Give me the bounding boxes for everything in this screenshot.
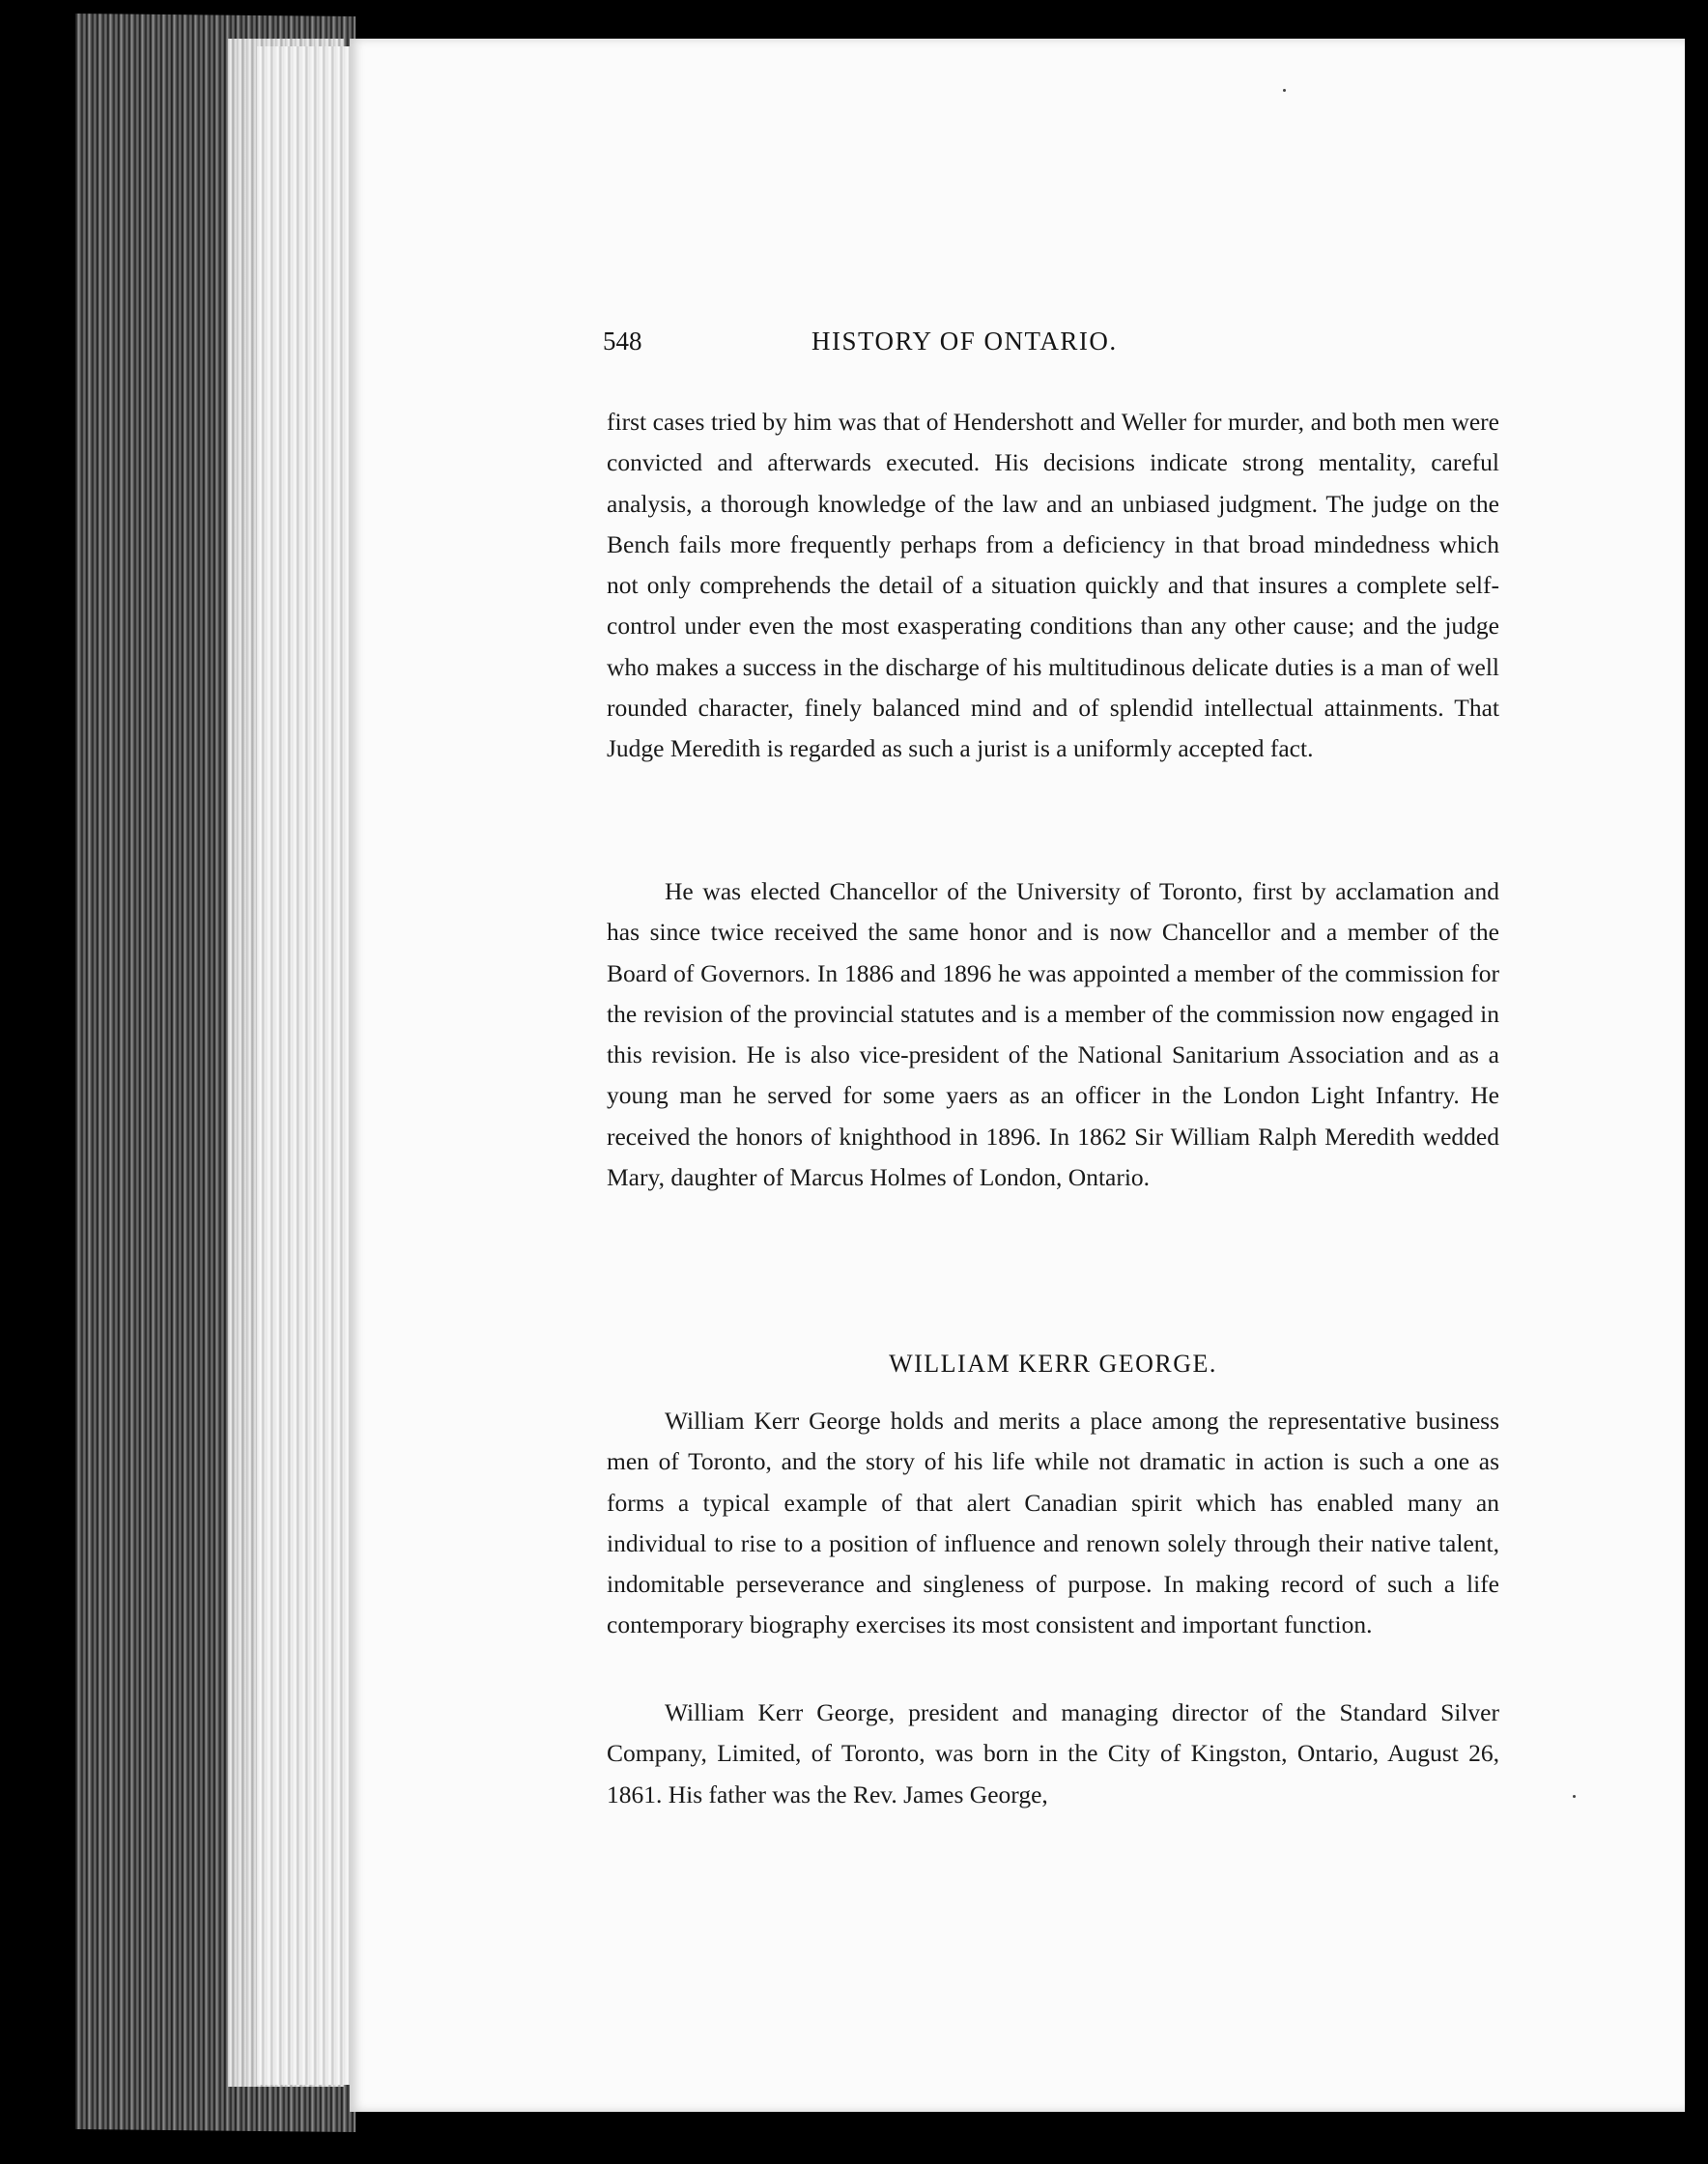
paragraph-4	[607, 1693, 1499, 1815]
scan-speck	[1573, 1795, 1576, 1798]
scan-speck	[1283, 89, 1286, 92]
paragraph-3-text: William Kerr George holds and merits a place among the representative business men of Toronto, and the story of his life while not dramatic in action is such a one as forms a typical example of that alert Canadian spirit which has enabled many an individual to rise to a position of influence and renown solely through their native talent, indomitable perseverance and singleness of purpose. In making record of such a life contemporary biography exercises its most consistent and important function.	[607, 1407, 1499, 1639]
paragraph-4-text: William Kerr George, president and managing director of the Standard Silver Company, Limited, of Toronto, was born in the City of Kingston, Ontario, August 26, 1861. His father was the Rev. James George,	[607, 1698, 1499, 1808]
paragraph-1-text: first cases tried by him was that of Hendershott and Weller for murder, and both men were convicted and afterwards executed. His decisions indicate strong mentality, careful analysis, a thorough knowledge of the law and an unbiased judgment. The judge on the Bench fails more frequently perhaps from a deficiency in that broad mindedness which not only comprehends the detail of a situation quickly and that insures a complete self-control under even the most exasperating conditions than any other cause; and the judge who makes a success in the discharge of his multitudinous delicate duties is a man of well rounded character, finely balanced mind and of splendid intellectual attainments. That Judge Meredith is regarded as such a jurist is a uniformly accepted fact.	[607, 408, 1499, 763]
paragraph-2-text: He was elected Chancellor of the University of Toronto, first by acclamation and has since twice received the same honor and is now Chancellor and a member of the Board of Governors. In 1886 and 1896 he was appointed a member of the commission for the revision of the provincial statutes and is a member of the commission now engaged in this revision. He is also vice-president of the National Sanitarium Association and as a young man he served for some yaers as an officer in the London Light Infantry. He received the honors of knighthood in 1896. In 1862 Sir William Ralph Meredith wedded Mary, daughter of Marcus Holmes of London, Ontario.	[607, 877, 1499, 1192]
section-heading: WILLIAM KERR GEORGE.	[889, 1350, 1217, 1378]
paragraph-3	[607, 1401, 1499, 1646]
running-title: HISTORY OF ONTARIO.	[811, 327, 1118, 356]
page-block-edges-front	[257, 46, 354, 2085]
paragraph-1	[607, 402, 1499, 770]
book-page	[350, 39, 1685, 2112]
paragraph-2	[607, 871, 1499, 1198]
page-number: 548	[603, 327, 642, 356]
